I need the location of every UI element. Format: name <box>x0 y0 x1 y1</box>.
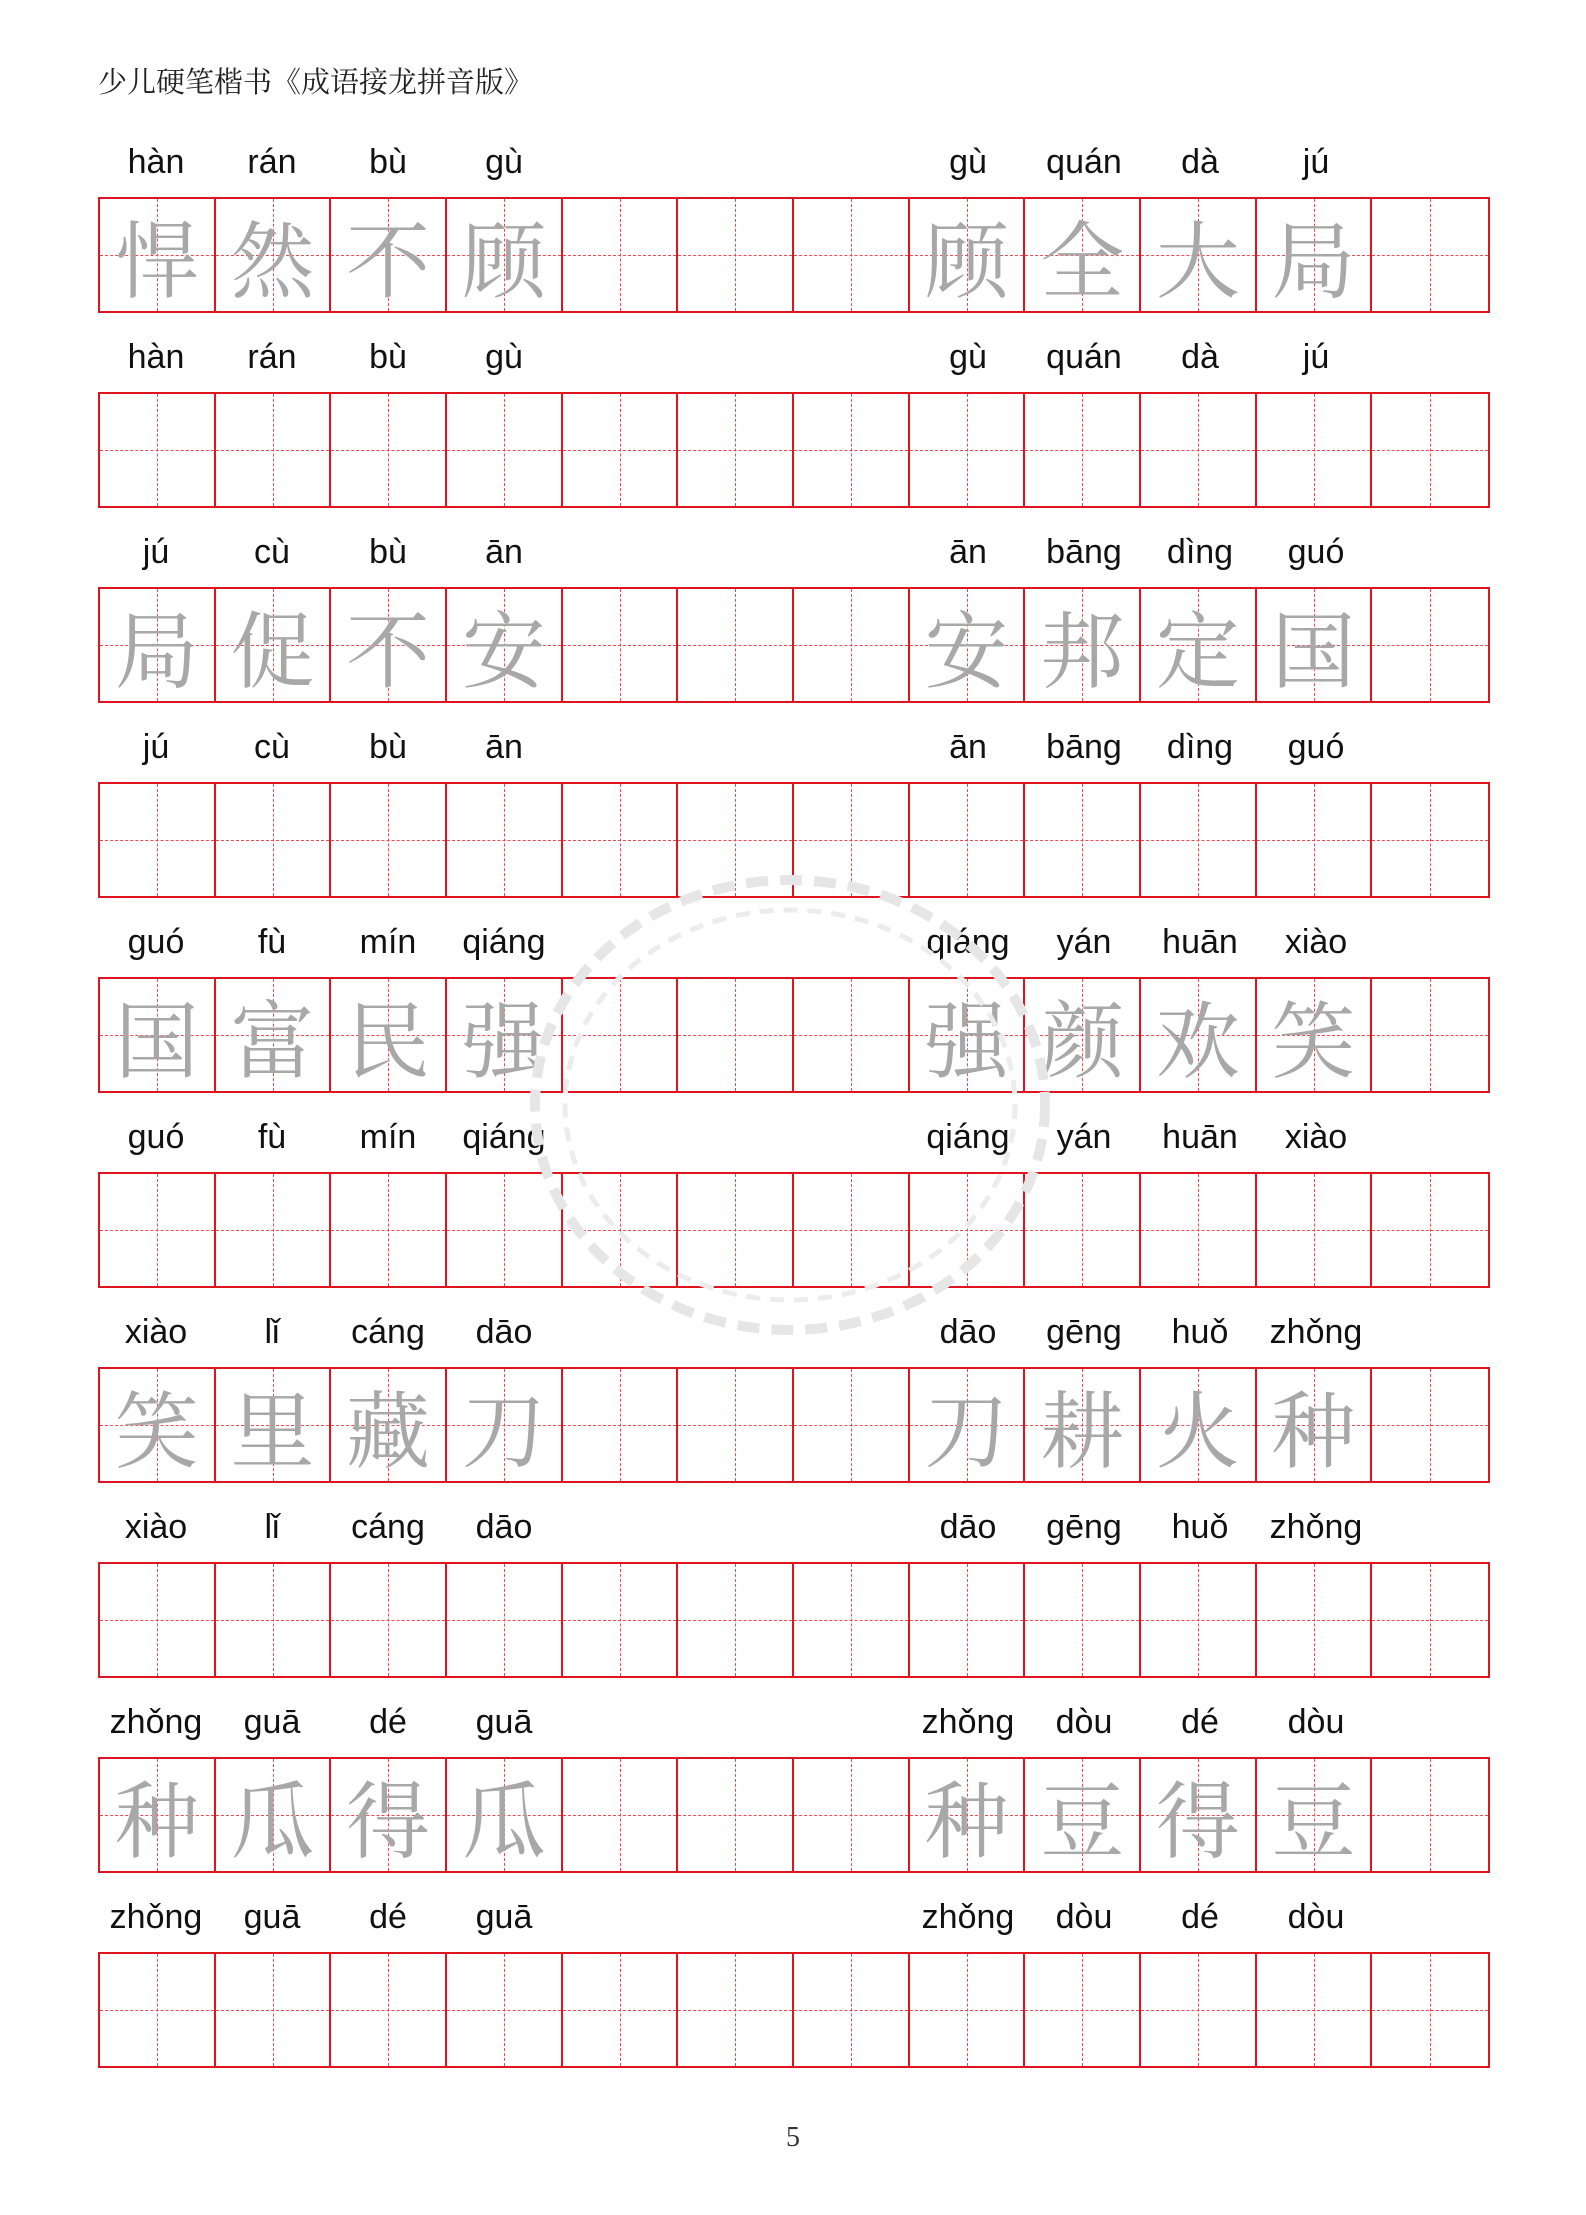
writing-cell <box>1141 784 1257 896</box>
pinyin-label: gù <box>485 143 523 181</box>
pinyin-label: qiáng <box>462 1118 546 1156</box>
practice-row <box>98 782 1490 898</box>
tracing-character: 定 <box>1155 602 1240 701</box>
tracing-row <box>98 1757 1490 1873</box>
pinyin-label: bù <box>369 338 407 376</box>
writing-cell <box>331 1369 447 1481</box>
writing-cell <box>1025 1564 1141 1676</box>
pinyin-label: dà <box>1181 338 1219 376</box>
writing-cell <box>331 784 447 896</box>
pinyin-label: ān <box>485 533 523 571</box>
pinyin-label: dìng <box>1166 533 1234 571</box>
tracing-character: 不 <box>346 602 431 701</box>
tracing-character: 种 <box>924 1772 1009 1871</box>
pinyin-label: yán <box>1056 923 1112 961</box>
writing-cell <box>1141 394 1257 506</box>
pinyin-label: qiáng <box>926 923 1010 961</box>
pinyin-label: dāo <box>475 1313 533 1351</box>
pinyin-label: zhǒng <box>109 1898 203 1936</box>
tracing-character: 耕 <box>1040 1382 1125 1481</box>
pinyin-label: gù <box>949 338 987 376</box>
writing-cell <box>1257 1174 1373 1286</box>
writing-cell <box>1372 589 1488 701</box>
writing-cell <box>100 1564 216 1676</box>
pinyin-label: dé <box>369 1898 407 1936</box>
writing-cell <box>1257 1564 1373 1676</box>
pinyin-label: ān <box>485 728 523 766</box>
pinyin-label: yán <box>1056 1118 1112 1156</box>
writing-cell <box>1257 1759 1373 1871</box>
writing-cell <box>1025 1174 1141 1286</box>
writing-cell <box>1025 1759 1141 1871</box>
pinyin-label: rán <box>247 143 297 181</box>
writing-cell <box>910 1174 1026 1286</box>
writing-cell <box>331 1954 447 2066</box>
writing-cell <box>1257 199 1373 311</box>
writing-cell <box>910 1954 1026 2066</box>
writing-cell <box>216 1174 332 1286</box>
writing-cell <box>794 1759 910 1871</box>
pinyin-label: bù <box>369 728 407 766</box>
pinyin-label: qiáng <box>462 923 546 961</box>
pinyin-label: jú <box>1302 338 1330 376</box>
writing-cell <box>563 589 679 701</box>
page-number: 5 <box>786 2122 800 2153</box>
writing-cell <box>678 1759 794 1871</box>
pinyin-label: cáng <box>351 1508 425 1546</box>
writing-cell <box>563 1759 679 1871</box>
writing-cell <box>563 1174 679 1286</box>
tracing-character: 刀 <box>461 1382 546 1481</box>
pinyin-label: rán <box>247 338 297 376</box>
tracing-character: 不 <box>346 212 431 311</box>
writing-cell <box>1257 1369 1373 1481</box>
writing-cell <box>910 1759 1026 1871</box>
pinyin-label: guā <box>475 1703 533 1741</box>
pinyin-label: huǒ <box>1171 1313 1229 1351</box>
pinyin-label: gēng <box>1046 1313 1122 1351</box>
writing-cell <box>910 1369 1026 1481</box>
writing-cell <box>100 1174 216 1286</box>
pinyin-label: bù <box>369 143 407 181</box>
tracing-character: 得 <box>1155 1772 1240 1871</box>
writing-cell <box>1257 394 1373 506</box>
practice-row <box>98 392 1490 508</box>
tracing-character: 全 <box>1040 212 1125 311</box>
pinyin-label: jú <box>142 728 170 766</box>
writing-cell <box>331 1759 447 1871</box>
tracing-character: 局 <box>1271 212 1356 311</box>
writing-cell <box>1141 199 1257 311</box>
writing-cell <box>1025 1954 1141 2066</box>
writing-cell <box>1372 394 1488 506</box>
tracing-row <box>98 197 1490 313</box>
writing-cell <box>1141 1174 1257 1286</box>
pinyin-label: hàn <box>127 338 185 376</box>
writing-cell <box>331 1174 447 1286</box>
writing-cell <box>563 1369 679 1481</box>
writing-cell <box>678 1954 794 2066</box>
tracing-character: 种 <box>114 1772 199 1871</box>
tracing-character: 局 <box>114 602 199 701</box>
writing-cell <box>1372 784 1488 896</box>
writing-cell <box>447 199 563 311</box>
tracing-character: 强 <box>461 992 546 1091</box>
writing-cell <box>447 1174 563 1286</box>
tracing-character: 瓜 <box>461 1772 546 1871</box>
tracing-row <box>98 587 1490 703</box>
tracing-character: 笑 <box>1271 992 1356 1091</box>
pinyin-label: qiáng <box>926 1118 1010 1156</box>
writing-cell <box>1141 1954 1257 2066</box>
tracing-character: 强 <box>924 992 1009 1091</box>
writing-cell <box>1141 1564 1257 1676</box>
tracing-character: 国 <box>1271 602 1356 701</box>
pinyin-label: mín <box>359 923 417 961</box>
writing-cell <box>100 979 216 1091</box>
writing-cell <box>100 1954 216 2066</box>
tracing-character: 民 <box>346 992 431 1091</box>
pinyin-label: guā <box>243 1898 301 1936</box>
pinyin-label: dà <box>1181 143 1219 181</box>
writing-cell <box>216 1564 332 1676</box>
writing-cell <box>1372 1174 1488 1286</box>
writing-cell <box>678 394 794 506</box>
pinyin-label: dìng <box>1166 728 1234 766</box>
tracing-character: 顾 <box>461 212 546 311</box>
writing-cell <box>1025 979 1141 1091</box>
writing-cell <box>331 394 447 506</box>
writing-cell <box>563 1564 679 1676</box>
pinyin-label: ān <box>949 728 987 766</box>
tracing-character: 刀 <box>924 1382 1009 1481</box>
writing-cell <box>216 1369 332 1481</box>
tracing-character: 然 <box>230 212 315 311</box>
writing-cell <box>1257 979 1373 1091</box>
pinyin-label: cù <box>254 533 290 571</box>
writing-cell <box>1372 1564 1488 1676</box>
writing-cell <box>1025 589 1141 701</box>
writing-cell <box>678 1174 794 1286</box>
writing-cell <box>1372 1369 1488 1481</box>
pinyin-label: zhǒng <box>1269 1508 1363 1546</box>
writing-cell <box>1257 589 1373 701</box>
page-title: 少儿硬笔楷书《成语接龙拼音版》 <box>98 65 534 99</box>
tracing-row <box>98 1367 1490 1483</box>
writing-cell <box>1141 589 1257 701</box>
pinyin-label: bāng <box>1046 728 1122 766</box>
pinyin-label: mín <box>359 1118 417 1156</box>
pinyin-label: dāo <box>939 1313 997 1351</box>
writing-cell <box>447 1954 563 2066</box>
pinyin-label: zhǒng <box>921 1703 1015 1741</box>
pinyin-label: guā <box>243 1703 301 1741</box>
pinyin-label: bāng <box>1046 533 1122 571</box>
pinyin-label: huǒ <box>1171 1508 1229 1546</box>
pinyin-label: lǐ <box>264 1508 280 1546</box>
writing-cell <box>100 199 216 311</box>
pinyin-label: zhǒng <box>109 1703 203 1741</box>
practice-row <box>98 1172 1490 1288</box>
writing-cell <box>794 394 910 506</box>
pinyin-label: gēng <box>1046 1508 1122 1546</box>
pinyin-label: cù <box>254 728 290 766</box>
writing-cell <box>794 979 910 1091</box>
writing-cell <box>447 394 563 506</box>
tracing-character: 促 <box>230 602 315 701</box>
writing-cell <box>1025 1369 1141 1481</box>
writing-cell <box>331 589 447 701</box>
writing-cell <box>563 1954 679 2066</box>
writing-cell <box>447 784 563 896</box>
pinyin-label: huān <box>1162 923 1238 961</box>
pinyin-label: ān <box>949 533 987 571</box>
pinyin-label: guó <box>1287 533 1345 571</box>
writing-cell <box>100 1369 216 1481</box>
tracing-character: 豆 <box>1271 1772 1356 1871</box>
writing-cell <box>1257 1954 1373 2066</box>
writing-cell <box>910 979 1026 1091</box>
pinyin-label: xiào <box>124 1313 188 1351</box>
writing-cell <box>910 199 1026 311</box>
writing-cell <box>1025 394 1141 506</box>
writing-cell <box>100 784 216 896</box>
writing-cell <box>331 1564 447 1676</box>
tracing-character: 得 <box>346 1772 431 1871</box>
writing-cell <box>678 1564 794 1676</box>
tracing-character: 富 <box>230 992 315 1091</box>
practice-row <box>98 1952 1490 2068</box>
writing-cell <box>1372 1954 1488 2066</box>
writing-cell <box>910 394 1026 506</box>
writing-cell <box>1257 784 1373 896</box>
tracing-character: 颜 <box>1040 992 1125 1091</box>
writing-cell <box>1141 1759 1257 1871</box>
writing-cell <box>563 979 679 1091</box>
tracing-character: 悍 <box>114 212 199 311</box>
tracing-character: 藏 <box>346 1382 431 1481</box>
tracing-character: 里 <box>230 1382 315 1481</box>
writing-cell <box>100 1759 216 1871</box>
pinyin-label: guā <box>475 1898 533 1936</box>
practice-row <box>98 1562 1490 1678</box>
pinyin-label: guó <box>127 1118 185 1156</box>
writing-cell <box>1025 784 1141 896</box>
tracing-character: 瓜 <box>230 1772 315 1871</box>
pinyin-label: dòu <box>1287 1703 1345 1741</box>
pinyin-label: dé <box>1181 1703 1219 1741</box>
tracing-row <box>98 977 1490 1093</box>
pinyin-label: xiào <box>1284 1118 1348 1156</box>
writing-cell <box>216 1759 332 1871</box>
writing-cell <box>678 784 794 896</box>
writing-cell <box>1372 199 1488 311</box>
writing-cell <box>216 1954 332 2066</box>
tracing-character: 火 <box>1155 1382 1240 1481</box>
writing-cell <box>447 1369 563 1481</box>
pinyin-label: dāo <box>475 1508 533 1546</box>
pinyin-label: xiào <box>1284 923 1348 961</box>
writing-cell <box>447 979 563 1091</box>
pinyin-label: gù <box>485 338 523 376</box>
tracing-character: 国 <box>114 992 199 1091</box>
writing-cell <box>678 979 794 1091</box>
writing-cell <box>331 199 447 311</box>
pinyin-label: dòu <box>1055 1898 1113 1936</box>
tracing-character: 安 <box>461 602 546 701</box>
writing-cell <box>216 394 332 506</box>
writing-cell <box>1372 979 1488 1091</box>
pinyin-label: cáng <box>351 1313 425 1351</box>
pinyin-label: jú <box>1302 143 1330 181</box>
writing-cell <box>678 199 794 311</box>
writing-cell <box>794 1174 910 1286</box>
writing-cell <box>794 1954 910 2066</box>
pinyin-label: dāo <box>939 1508 997 1546</box>
writing-cell <box>678 1369 794 1481</box>
pinyin-label: fù <box>257 923 287 961</box>
writing-cell <box>794 784 910 896</box>
writing-cell <box>216 199 332 311</box>
pinyin-label: huān <box>1162 1118 1238 1156</box>
writing-cell <box>1372 1759 1488 1871</box>
writing-cell <box>447 589 563 701</box>
writing-cell <box>794 199 910 311</box>
writing-cell <box>563 199 679 311</box>
tracing-character: 顾 <box>924 212 1009 311</box>
writing-cell <box>678 589 794 701</box>
pinyin-label: bù <box>369 533 407 571</box>
pinyin-label: jú <box>142 533 170 571</box>
writing-cell <box>910 1564 1026 1676</box>
writing-cell <box>216 979 332 1091</box>
writing-cell <box>447 1759 563 1871</box>
tracing-character: 邦 <box>1040 602 1125 701</box>
writing-cell <box>447 1564 563 1676</box>
writing-cell <box>794 1564 910 1676</box>
writing-cell <box>563 784 679 896</box>
writing-cell <box>216 784 332 896</box>
pinyin-label: quán <box>1046 143 1122 181</box>
tracing-character: 笑 <box>114 1382 199 1481</box>
writing-cell <box>331 979 447 1091</box>
writing-cell <box>910 784 1026 896</box>
pinyin-label: dé <box>1181 1898 1219 1936</box>
pinyin-label: hàn <box>127 143 185 181</box>
tracing-character: 安 <box>924 602 1009 701</box>
writing-cell <box>100 394 216 506</box>
tracing-character: 大 <box>1155 212 1240 311</box>
writing-cell <box>100 589 216 701</box>
pinyin-label: dòu <box>1287 1898 1345 1936</box>
writing-cell <box>910 589 1026 701</box>
writing-cell <box>216 589 332 701</box>
writing-cell <box>794 1369 910 1481</box>
writing-cell <box>1025 199 1141 311</box>
pinyin-label: xiào <box>124 1508 188 1546</box>
writing-cell <box>1141 1369 1257 1481</box>
pinyin-label: guó <box>1287 728 1345 766</box>
pinyin-label: lǐ <box>264 1313 280 1351</box>
pinyin-label: dòu <box>1055 1703 1113 1741</box>
tracing-character: 种 <box>1271 1382 1356 1481</box>
pinyin-label: gù <box>949 143 987 181</box>
writing-cell <box>563 394 679 506</box>
pinyin-label: quán <box>1046 338 1122 376</box>
tracing-character: 豆 <box>1040 1772 1125 1871</box>
pinyin-label: zhǒng <box>1269 1313 1363 1351</box>
pinyin-label: zhǒng <box>921 1898 1015 1936</box>
pinyin-label: fù <box>257 1118 287 1156</box>
pinyin-label: guó <box>127 923 185 961</box>
tracing-character: 欢 <box>1155 992 1240 1091</box>
pinyin-label: dé <box>369 1703 407 1741</box>
writing-cell <box>1141 979 1257 1091</box>
writing-cell <box>794 589 910 701</box>
